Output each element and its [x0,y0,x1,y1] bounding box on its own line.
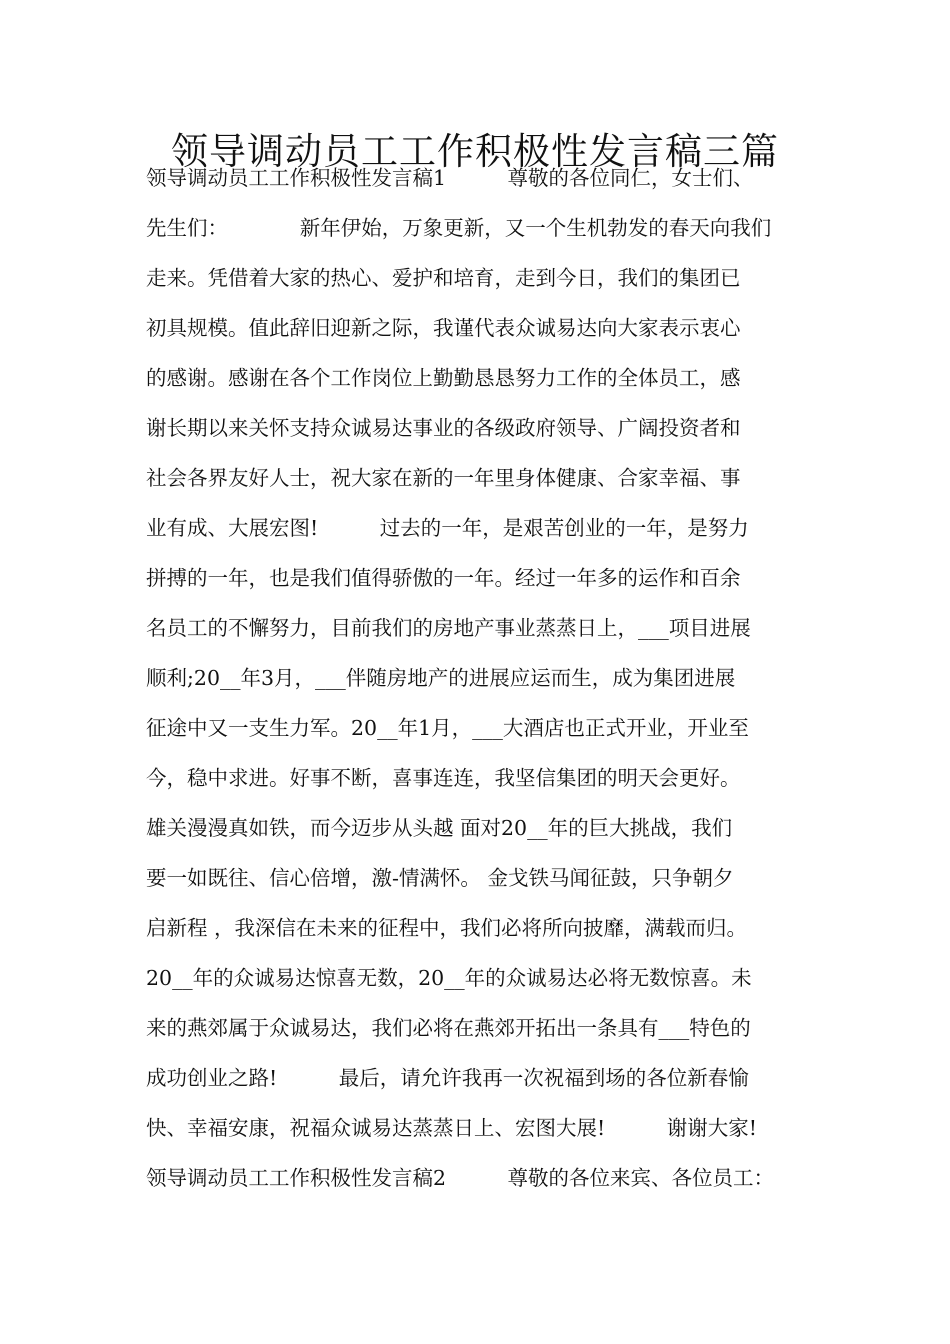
body-line-9: 拼搏的一年，也是我们值得骄傲的一年。经过一年多的运作和百余 [146,566,741,590]
body-line-20: 快、幸福安康，祝福众诚易达蒸蒸日上、宏图大展! 谢谢大家! [146,1116,757,1140]
body-line-19: 成功创业之路! 最后，请允许我再一次祝福到场的各位新春愉 [146,1066,749,1090]
body-line-11: 顺利;20__年3月，___伴随房地产的进展应运而生，成为集团进展 [146,666,736,690]
body-line-2: 先生们： 新年伊始，万象更新，又一个生机勃发的春天向我们 [146,216,772,240]
body-line-5: 的感谢。感谢在各个工作岗位上勤勤恳恳努力工作的全体员工，感 [146,366,741,390]
body-line-14: 雄关漫漫真如铁，而今迈步从头越 面对20__年的巨大挑战，我们 [146,816,733,840]
document-title: 领导调动员工工作积极性发言稿三篇 [171,130,779,173]
body-line-3: 走来。凭借着大家的热心、爱护和培育，走到今日，我们的集团已 [146,266,741,290]
body-line-10: 名员工的不懈努力，目前我们的房地产事业蒸蒸日上，___项目进展 [146,616,751,640]
body-line-1: 领导调动员工工作积极性发言稿1 尊敬的各位同仁，女士们、 [146,166,754,190]
body-line-21: 领导调动员工工作积极性发言稿2 尊敬的各位来宾、各位员工： [146,1166,775,1190]
body-line-8: 业有成、大展宏图! 过去的一年，是艰苦创业的一年，是努力 [146,516,749,540]
body-line-16: 启新程 ，我深信在未来的征程中，我们必将所向披靡，满载而归。 [146,916,748,940]
body-line-12: 征途中又一支生力军。20__年1月，___大酒店也正式开业，开业至 [146,716,749,740]
body-line-7: 社会各界友好人士，祝大家在新的一年里身体健康、合家幸福、事 [146,466,741,490]
body-line-6: 谢长期以来关怀支持众诚易达事业的各级政府领导、广阔投资者和 [146,416,741,440]
body-line-13: 今，稳中求进。好事不断，喜事连连，我坚信集团的明天会更好。 [146,766,741,790]
body-line-15: 要一如既往、信心倍增，激-情满怀。 金戈铁马闻征鼓，只争朝夕 [146,866,734,890]
body-line-17: 20__年的众诚易达惊喜无数，20__年的众诚易达必将无数惊喜。未 [146,966,752,990]
document-body [146,153,846,1203]
body-line-4: 初具规模。值此辞旧迎新之际，我谨代表众诚易达向大家表示衷心 [146,316,741,340]
body-line-18: 来的燕郊属于众诚易达，我们必将在燕郊开拓出一条具有___特色的 [146,1016,751,1040]
